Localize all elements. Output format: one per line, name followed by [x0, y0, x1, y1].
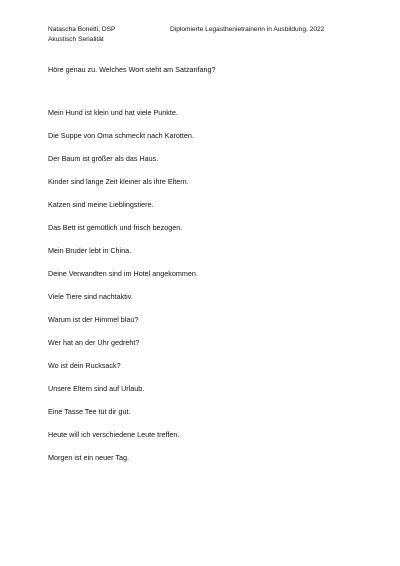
- sentence-item: Viele Tiere sind nachtaktiv.: [48, 292, 133, 301]
- sentence-item: Warum ist der Himmel blau?: [48, 315, 139, 324]
- sentence-list: [48, 108, 198, 476]
- course-title: Diplomierte Legasthenietrainerin in Ausbildung, 2022: [170, 26, 325, 33]
- sentence-item: Mein Bruder lebt in China.: [48, 246, 132, 255]
- author-name: Natascha Bonetti, DSP: [48, 26, 116, 33]
- sentence-item: Morgen ist ein neuer Tag.: [48, 453, 129, 462]
- exercise-instruction: Höre genau zu. Welches Wort steht am Satzanfang?: [48, 65, 216, 74]
- sentence-item: Die Suppe von Oma schmeckt nach Karotten.: [48, 131, 194, 140]
- sentence-item: Unsere Eltern sind auf Urlaub.: [48, 384, 145, 393]
- sentence-item: Heute will ich verschiedene Leute treffen.: [48, 430, 180, 439]
- sentence-item: Eine Tasse Tee tut dir gut.: [48, 407, 131, 416]
- sentence-item: Kinder sind lange Zeit kleiner als ihre Eltern.: [48, 177, 189, 186]
- sentence-item: Der Baum ist größer als das Haus.: [48, 154, 159, 163]
- sentence-item: Wo ist dein Rucksack?: [48, 361, 121, 370]
- page-header-left: [48, 25, 115, 44]
- sentence-item: Katzen sind meine Lieblingstiere.: [48, 200, 154, 209]
- sentence-item: Mein Hund ist klein und hat viele Punkte.: [48, 108, 178, 117]
- sentence-item: Deine Verwandten sind im Hotel angekommen.: [48, 269, 198, 278]
- worksheet-topic: Akustisch Serialität: [48, 35, 104, 43]
- sentence-item: Wer hat an der Uhr gedreht?: [48, 338, 140, 347]
- sentence-item: Das Bett ist gemütlich und frisch bezogen.: [48, 223, 183, 232]
